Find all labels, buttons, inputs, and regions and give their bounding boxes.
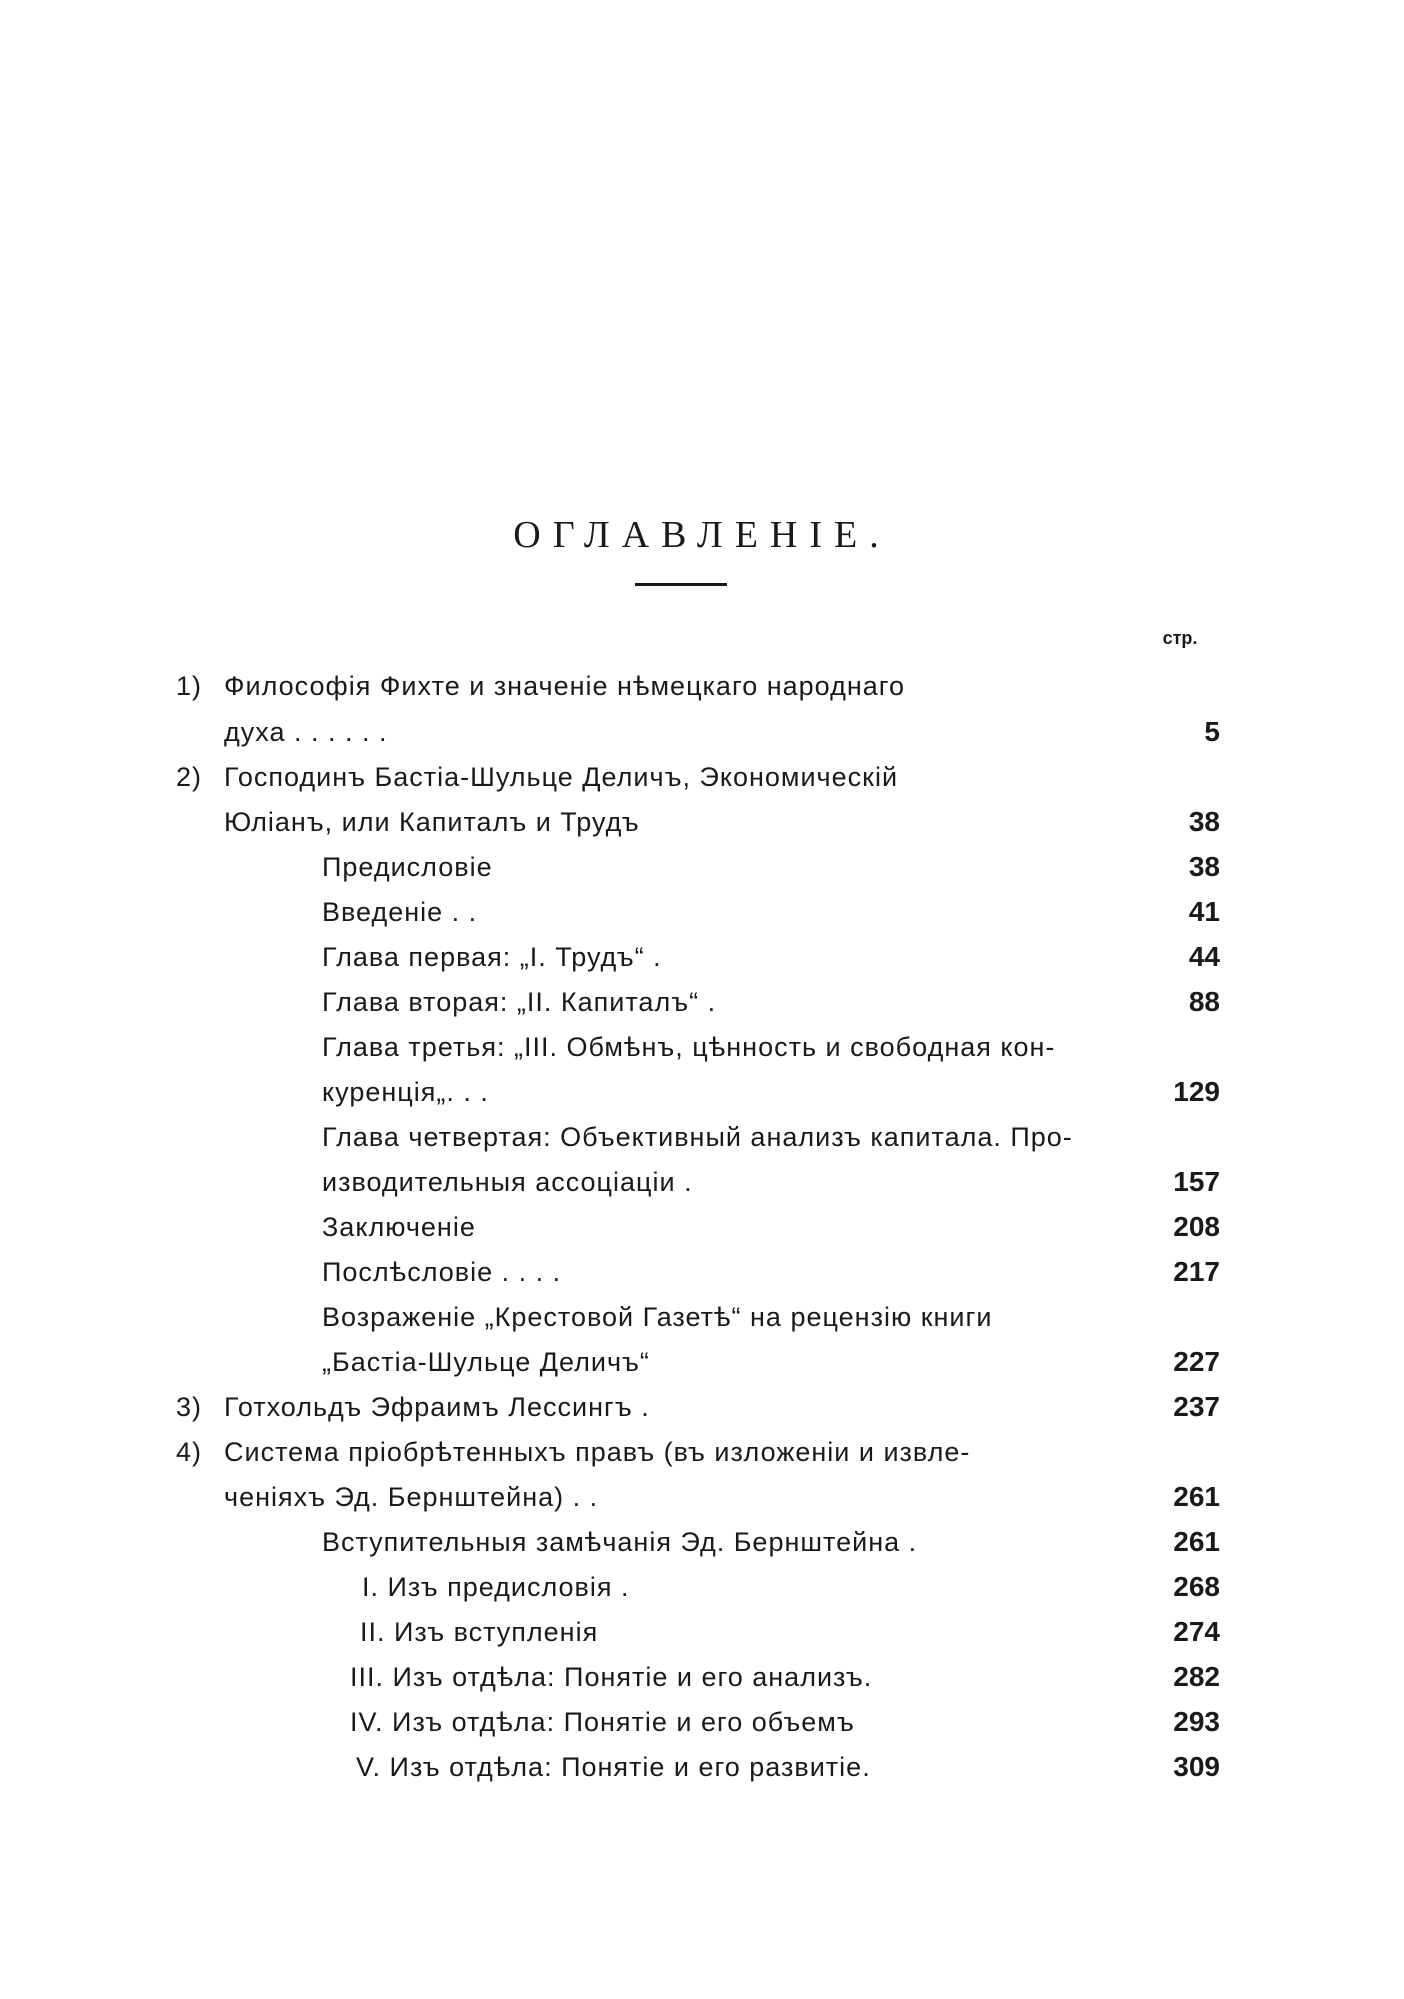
toc-entry <box>322 1297 992 1337</box>
toc-page-number: 41 <box>1188 896 1220 927</box>
toc-page-number: 261 <box>1173 1481 1220 1512</box>
toc-entry <box>322 982 716 1022</box>
toc-page-number: 38 <box>1188 851 1220 882</box>
toc-entry <box>322 937 662 977</box>
toc-page-number: 88 <box>1188 986 1220 1017</box>
toc-text: II. Изъ вступленія <box>360 1617 599 1647</box>
toc-page-number: 261 <box>1173 1526 1220 1557</box>
toc-number: 2) <box>176 762 203 792</box>
toc-entry <box>322 892 477 932</box>
toc-text: Вступительныя замѣчанія Эд. Бернштейна . <box>322 1527 918 1557</box>
toc-page-number: 309 <box>1173 1751 1220 1782</box>
toc-text: Глава третья: „III. Обмѣнъ, цѣнность и свободная кон- <box>322 1032 1056 1062</box>
toc-text: Предисловіе <box>322 852 493 882</box>
toc-entry <box>322 1027 1055 1067</box>
toc-text: IV. Изъ отдѣла: Понятіе и его объемъ <box>350 1707 855 1737</box>
toc-text: Глава вторая: „II. Капиталъ“ . <box>322 987 717 1017</box>
toc-page-number: 237 <box>1173 1391 1220 1422</box>
toc-text: Заключеніе <box>322 1212 476 1242</box>
toc-text: куренція„. . . <box>322 1077 489 1107</box>
toc-text: Введеніе . . <box>322 897 478 927</box>
toc-text: изводительныя ассоціаціи . <box>322 1167 693 1197</box>
toc-entry <box>350 1702 855 1742</box>
toc-text: Послѣсловіе . . . . <box>322 1257 562 1287</box>
toc-text: „Бастіа-Шульце Деличъ“ <box>322 1347 650 1377</box>
toc-text: I. Изъ предисловія . <box>362 1572 630 1602</box>
toc-entry <box>322 1252 561 1292</box>
toc-text: Глава первая: „I. Трудъ“ . <box>322 942 662 972</box>
toc-text: III. Изъ отдѣла: Понятіе и его анализъ. <box>350 1662 873 1692</box>
toc-page-number: 38 <box>1188 806 1220 837</box>
toc-entry <box>322 1207 476 1247</box>
toc-text: V. Изъ отдѣла: Понятіе и его развитіе. <box>356 1752 871 1782</box>
toc-text: Глава четвертая: Объективный анализъ капитала. Про- <box>322 1122 1073 1152</box>
toc-page-number: 282 <box>1173 1661 1220 1692</box>
toc-entry <box>176 666 905 706</box>
toc-page-number: 157 <box>1173 1166 1220 1197</box>
toc-entry <box>322 1117 1073 1157</box>
toc-entry <box>176 1387 650 1427</box>
toc-page-number: 44 <box>1188 941 1220 972</box>
toc-entry <box>224 802 640 842</box>
toc-entry <box>322 847 493 887</box>
toc-number: 1) <box>176 671 203 701</box>
toc-entry <box>176 1432 970 1472</box>
toc-entry <box>322 1522 917 1562</box>
toc-text: ченіяхъ Эд. Бернштейна) . . <box>224 1482 599 1512</box>
toc-number: 4) <box>176 1437 203 1467</box>
toc-entry <box>322 1072 489 1112</box>
title-rule <box>635 583 727 586</box>
toc-text: Готхольдъ Эфраимъ Лессингъ . <box>224 1392 650 1422</box>
toc-page-number: 293 <box>1173 1706 1220 1737</box>
toc-text: Юліанъ, или Капиталъ и Трудъ <box>224 807 640 837</box>
toc-text: Возраженіе „Крестовой Газетѣ“ на рецензію книги <box>322 1302 993 1332</box>
toc-page-number: 208 <box>1173 1211 1220 1242</box>
page-title: ОГЛАВЛЕНІЕ. <box>513 514 891 557</box>
toc-entry <box>356 1747 871 1787</box>
toc-page-number: 274 <box>1173 1616 1220 1647</box>
toc-entry <box>224 1477 598 1517</box>
toc-entry <box>322 1162 693 1202</box>
toc-page-number: 217 <box>1173 1256 1220 1287</box>
toc-entry <box>322 1342 650 1382</box>
toc-text: Система пріобрѣтенныхъ правъ (въ изложеніи и извле- <box>224 1437 971 1467</box>
toc-entry <box>224 712 388 752</box>
toc-page-number: 268 <box>1173 1571 1220 1602</box>
toc-text: Философія Фихте и значеніе нѣмецкаго народнаго <box>224 671 906 701</box>
toc-entry <box>176 757 898 797</box>
toc-entry <box>362 1567 630 1607</box>
toc-text: Господинъ Бастіа-Шульце Деличъ, Экономическій <box>224 762 899 792</box>
toc-page-number: 227 <box>1173 1346 1220 1377</box>
toc-number: 3) <box>176 1392 203 1422</box>
toc-entry <box>350 1657 872 1697</box>
toc-text: духа . . . . . . <box>224 717 388 747</box>
page-column-header: стр. <box>1162 628 1198 648</box>
toc-page-number: 129 <box>1173 1076 1220 1107</box>
toc-entry <box>360 1612 598 1652</box>
toc-page-number: 5 <box>1204 716 1220 747</box>
